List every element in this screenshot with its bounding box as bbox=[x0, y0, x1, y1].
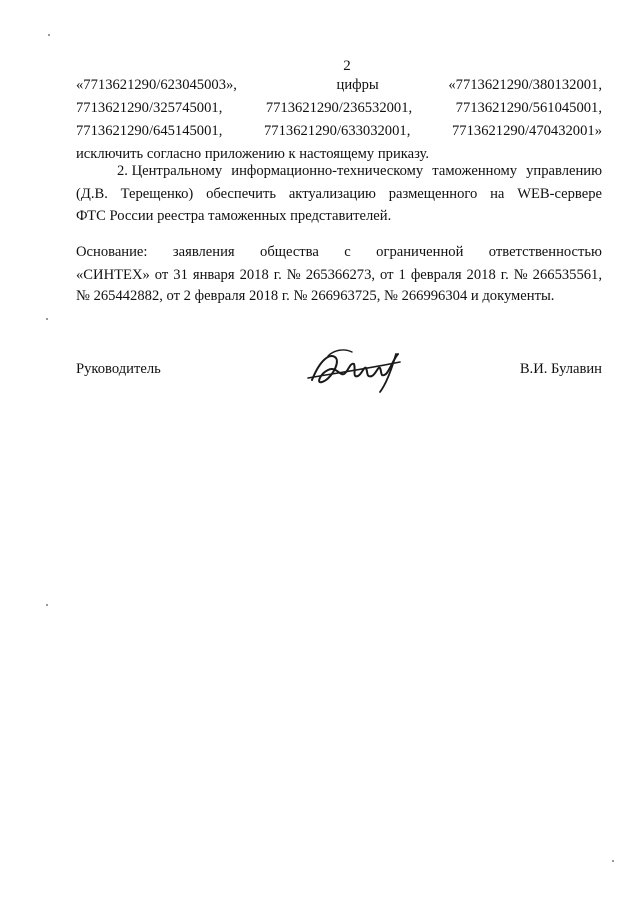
text-segment: 7713621290/633032001, bbox=[264, 123, 411, 139]
text-segment: «7713621290/623045003», bbox=[76, 77, 237, 93]
text-segment: 31 bbox=[173, 267, 188, 283]
text-segment: на bbox=[490, 186, 505, 202]
scan-speck bbox=[46, 604, 48, 606]
text-segment: января bbox=[192, 267, 235, 283]
text-segment: 7713621290/645145001, bbox=[76, 123, 223, 139]
text-segment: «СИНТЕХ» bbox=[76, 267, 150, 283]
text-segment: г. bbox=[273, 267, 282, 283]
text-segment: общества bbox=[260, 244, 319, 260]
scan-speck bbox=[48, 34, 50, 36]
text-segment: заявления bbox=[172, 244, 235, 260]
paragraph-2-line-3: ФТС России реестра таможенных представителей. bbox=[76, 208, 392, 224]
text-segment: 1 bbox=[398, 267, 406, 283]
signatory-name: В.И. Булавин bbox=[519, 361, 602, 377]
paragraph-1-line-4: исключить согласно приложению к настоящему приказу. bbox=[76, 146, 430, 162]
text-segment: с bbox=[344, 244, 351, 260]
paragraph-1-line-2 bbox=[76, 99, 602, 117]
basis-line-3: № 265442882, от 2 февраля 2018 г. № 266963725, № 266996304 и документы. bbox=[76, 288, 555, 304]
text-segment: 2018 bbox=[239, 267, 269, 283]
text-segment: ответственностью bbox=[488, 244, 602, 260]
text-segment: ограниченной bbox=[376, 244, 464, 260]
text-segment: 7713621290/470432001» bbox=[452, 123, 602, 139]
text-segment: от bbox=[380, 267, 394, 283]
text-segment: 7713621290/561045001, bbox=[455, 100, 602, 116]
page-number: 2 bbox=[343, 58, 351, 74]
text-segment: г. bbox=[500, 267, 509, 283]
text-segment: февраля bbox=[410, 267, 462, 283]
text-segment: информационно-техническому bbox=[231, 163, 424, 179]
text-segment: 265366273, bbox=[305, 267, 376, 283]
text-segment: 7713621290/325745001, bbox=[76, 100, 223, 116]
text-segment: № bbox=[513, 267, 528, 283]
text-segment: № bbox=[286, 267, 301, 283]
text-segment: актуализацию bbox=[288, 186, 376, 202]
paragraph-1-line-1 bbox=[76, 76, 602, 94]
text-segment: 2018 bbox=[466, 267, 496, 283]
text-segment: 266535561, bbox=[532, 267, 602, 283]
paragraph-2-line-2 bbox=[76, 185, 602, 203]
scan-speck bbox=[46, 318, 48, 320]
text-segment: цифры bbox=[336, 77, 379, 93]
text-segment: WEB-сервере bbox=[517, 186, 602, 202]
text-segment: «7713621290/380132001, bbox=[448, 77, 602, 93]
paragraph-1-line-3 bbox=[76, 122, 602, 140]
text-segment: управлению bbox=[526, 163, 602, 179]
signatory-title: Руководитель bbox=[76, 361, 161, 377]
paragraph-2-line-1 bbox=[117, 162, 602, 180]
text-segment: 7713621290/236532001, bbox=[265, 100, 413, 116]
text-segment: размещенного bbox=[388, 186, 478, 202]
text-segment: таможенному bbox=[432, 163, 518, 179]
text-segment: (Д.В. bbox=[76, 186, 108, 202]
text-segment: Терещенко) bbox=[120, 186, 194, 202]
text-segment: обеспечить bbox=[206, 186, 277, 202]
text-segment: 2. Центральному bbox=[117, 163, 223, 179]
basis-line-2 bbox=[76, 266, 602, 284]
scan-speck bbox=[612, 860, 614, 862]
handwritten-signature bbox=[300, 340, 410, 395]
basis-line-1 bbox=[76, 243, 602, 261]
text-segment: от bbox=[154, 267, 169, 283]
text-segment: Основание: bbox=[76, 244, 148, 260]
